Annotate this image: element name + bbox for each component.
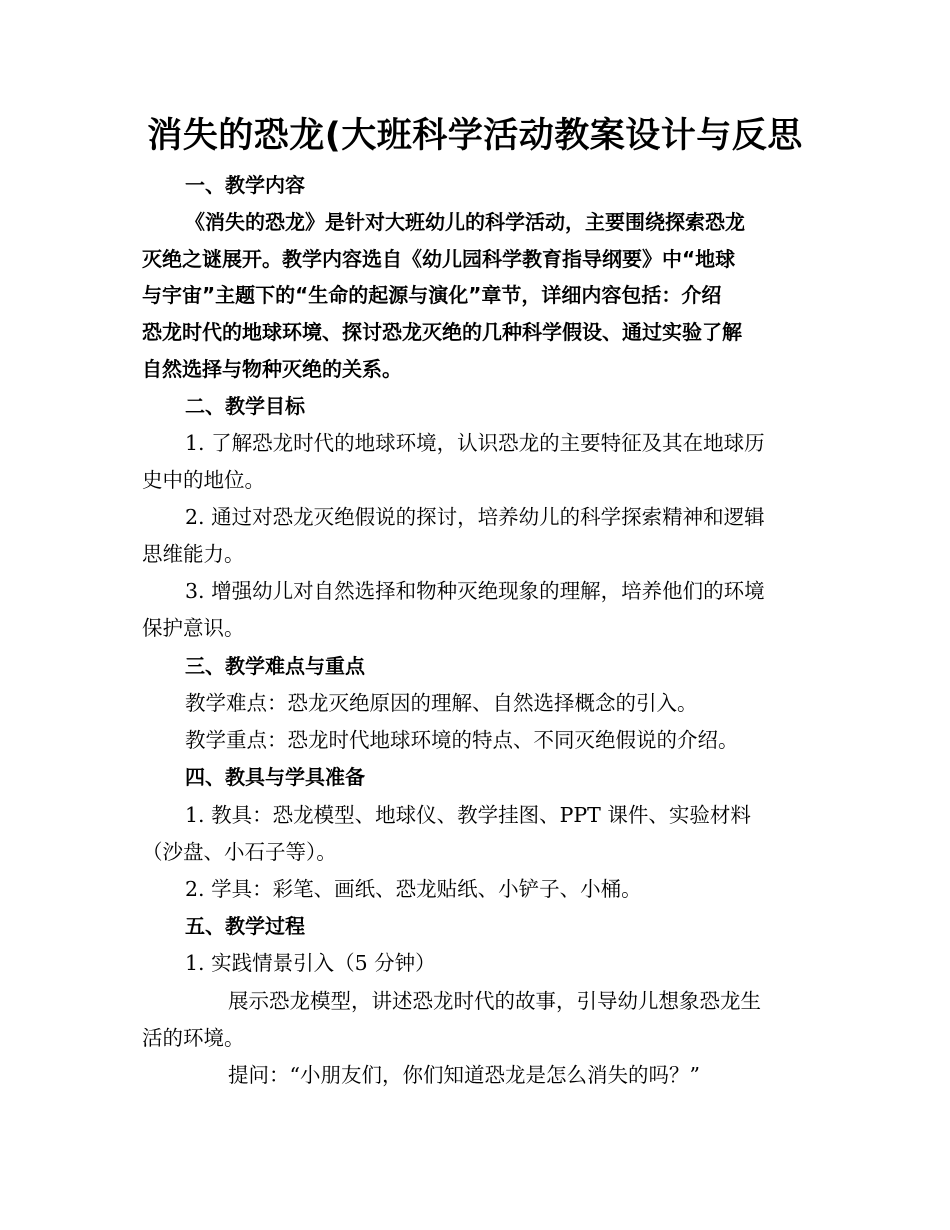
list-item-continuation: 保护意识。	[142, 616, 245, 640]
list-item: 1. 实践情景引入（5 分钟）	[185, 951, 436, 975]
list-item: 2. 通过对恐龙灭绝假说的探讨，培养幼儿的科学探索精神和逻辑	[185, 505, 765, 529]
section-heading-process: 五、教学过程	[185, 914, 305, 938]
section-heading-goals: 二、教学目标	[185, 394, 305, 418]
list-item-continuation: 思维能力。	[142, 542, 245, 566]
paragraph-line: 自然选择与物种灭绝的关系。	[142, 357, 402, 381]
paragraph-line: 与宇宙”主题下的“生命的起源与演化”章节，详细内容包括：介绍	[142, 283, 722, 307]
list-item: 1. 了解恐龙时代的地球环境，认识恐龙的主要特征及其在地球历	[185, 431, 765, 455]
paragraph-line: 《消失的恐龙》是针对大班幼儿的科学活动，主要围绕探索恐龙	[185, 210, 745, 234]
list-item: 2. 学具：彩笔、画纸、恐龙贴纸、小铲子、小桶。	[185, 877, 642, 901]
list-item: 3. 增强幼儿对自然选择和物种灭绝现象的理解，培养他们的环境	[185, 579, 765, 603]
paragraph-line: 恐龙时代的地球环境、探讨恐龙灭绝的几种科学假设、通过实验了解	[142, 320, 742, 344]
section-heading-materials: 四、教具与学具准备	[185, 765, 365, 789]
list-item: 教学难点：恐龙灭绝原因的理解、自然选择概念的引入。	[185, 691, 698, 715]
paragraph-line: 提问：“小朋友们，你们知道恐龙是怎么消失的吗？”	[228, 1063, 700, 1087]
list-item-continuation: （沙盘、小石子等）。	[142, 840, 337, 864]
list-item-continuation: 史中的地位。	[142, 468, 265, 492]
page-title: 消失的恐龙(大班科学活动教案设计与反思	[147, 116, 803, 156]
list-item: 1. 教具：恐龙模型、地球仪、教学挂图、PPT 课件、实验材料	[185, 803, 751, 827]
paragraph-line: 灭绝之谜展开。教学内容选自《幼儿园科学教育指导纲要》中“地球	[142, 247, 736, 271]
section-heading-difficulties: 三、教学难点与重点	[185, 654, 365, 678]
section-heading-content: 一、教学内容	[185, 173, 305, 197]
list-item: 教学重点：恐龙时代地球环境的特点、不同灭绝假说的介绍。	[185, 728, 739, 752]
paragraph-line: 活的环境。	[142, 1026, 245, 1050]
paragraph-line: 展示恐龙模型，讲述恐龙时代的故事，引导幼儿想象恐龙生	[228, 989, 761, 1013]
